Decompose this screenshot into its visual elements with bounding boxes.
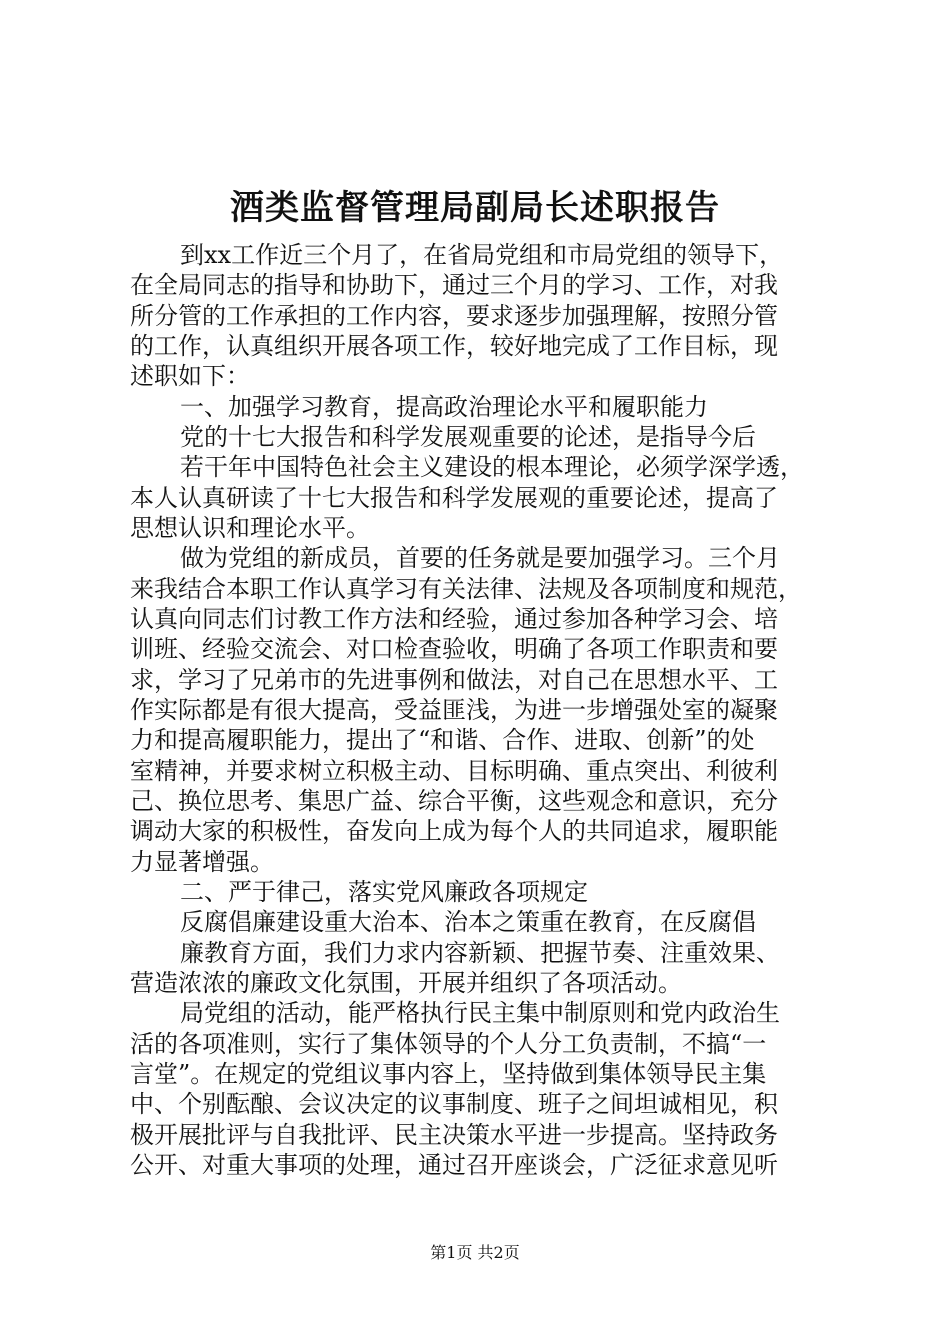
paragraph-line: 力和提高履职能力，提出了“和谐、合作、进取、创新”的处 [130, 726, 755, 754]
paragraph-line: 述职如下： [130, 362, 250, 390]
paragraph-line: 反腐倡廉建设重大治本、治本之策重在教育，在反腐倡 [180, 908, 756, 936]
paragraph-line: 廉教育方面，我们力求内容新颖、把握节奏、注重效果、 [180, 939, 780, 967]
paragraph-line: 若干年中国特色社会主义建设的根本理论，必须学深学透， [180, 453, 804, 481]
paragraph-line: 己、换位思考、集思广益、综合平衡，这些观念和意识，充分 [130, 787, 778, 815]
paragraph-line: 党的十七大报告和科学发展观重要的论述，是指导今后 [180, 423, 756, 451]
section-heading: 一、加强学习教育，提高政治理论水平和履职能力 [180, 393, 708, 421]
paragraph-line: 本人认真研读了十七大报告和科学发展观的重要论述，提高了 [130, 484, 778, 512]
paragraph-line: 到xx工作近三个月了，在省局党组和市局党组的领导下， [180, 241, 784, 269]
paragraph-line: 极开展批评与自我批评、民主决策水平进一步提高。坚持政务 [130, 1121, 778, 1149]
paragraph-line: 求，学习了兄弟市的先进事例和做法，对自己在思想水平、工 [130, 666, 778, 694]
paragraph-line: 作实际都是有很大提高，受益匪浅，为进一步增强处室的凝聚 [130, 696, 778, 724]
paragraph-line: 认真向同志们讨教工作方法和经验，通过参加各种学习会、培 [130, 605, 778, 633]
paragraph-line: 局党组的活动，能严格执行民主集中制原则和党内政治生 [180, 999, 780, 1027]
section-heading: 二、严于律己，落实党风廉政各项规定 [180, 878, 588, 906]
paragraph-line: 在全局同志的指导和协助下，通过三个月的学习、工作，对我 [130, 271, 778, 299]
paragraph-line: 来我结合本职工作认真学习有关法律、法规及各项制度和规范， [130, 575, 802, 603]
paragraph-line: 的工作，认真组织开展各项工作，较好地完成了工作目标，现 [130, 332, 778, 360]
paragraph-line: 言堂”。在规定的党组议事内容上，坚持做到集体领导民主集 [130, 1060, 767, 1088]
paragraph-line: 思想认识和理论水平。 [130, 514, 370, 542]
paragraph-line: 力显著增强。 [130, 848, 274, 876]
paragraph-line: 做为党组的新成员，首要的任务就是要加强学习。三个月 [180, 544, 780, 572]
paragraph-line: 营造浓浓的廉政文化氛围，开展并组织了各项活动。 [130, 969, 682, 997]
paragraph-line: 中、个别酝酿、会议决定的议事制度、班子之间坦诚相见，积 [130, 1090, 778, 1118]
paragraph-line: 调动大家的积极性，奋发向上成为每个人的共同追求，履职能 [130, 817, 778, 845]
document-title: 酒类监督管理局副局长述职报告 [230, 188, 720, 228]
paragraph-line: 所分管的工作承担的工作内容，要求逐步加强理解，按照分管 [130, 302, 778, 330]
paragraph-line: 活的各项准则，实行了集体领导的个人分工负责制，不搞“一 [130, 1030, 767, 1058]
page-footer: 第1页 共2页 [430, 1243, 520, 1262]
paragraph-line: 公开、对重大事项的处理，通过召开座谈会，广泛征求意见听 [130, 1151, 778, 1179]
paragraph-line: 室精神，并要求树立积极主动、目标明确、重点突出、利彼利 [130, 757, 778, 785]
paragraph-line: 训班、经验交流会、对口检查验收，明确了各项工作职责和要 [130, 635, 778, 663]
